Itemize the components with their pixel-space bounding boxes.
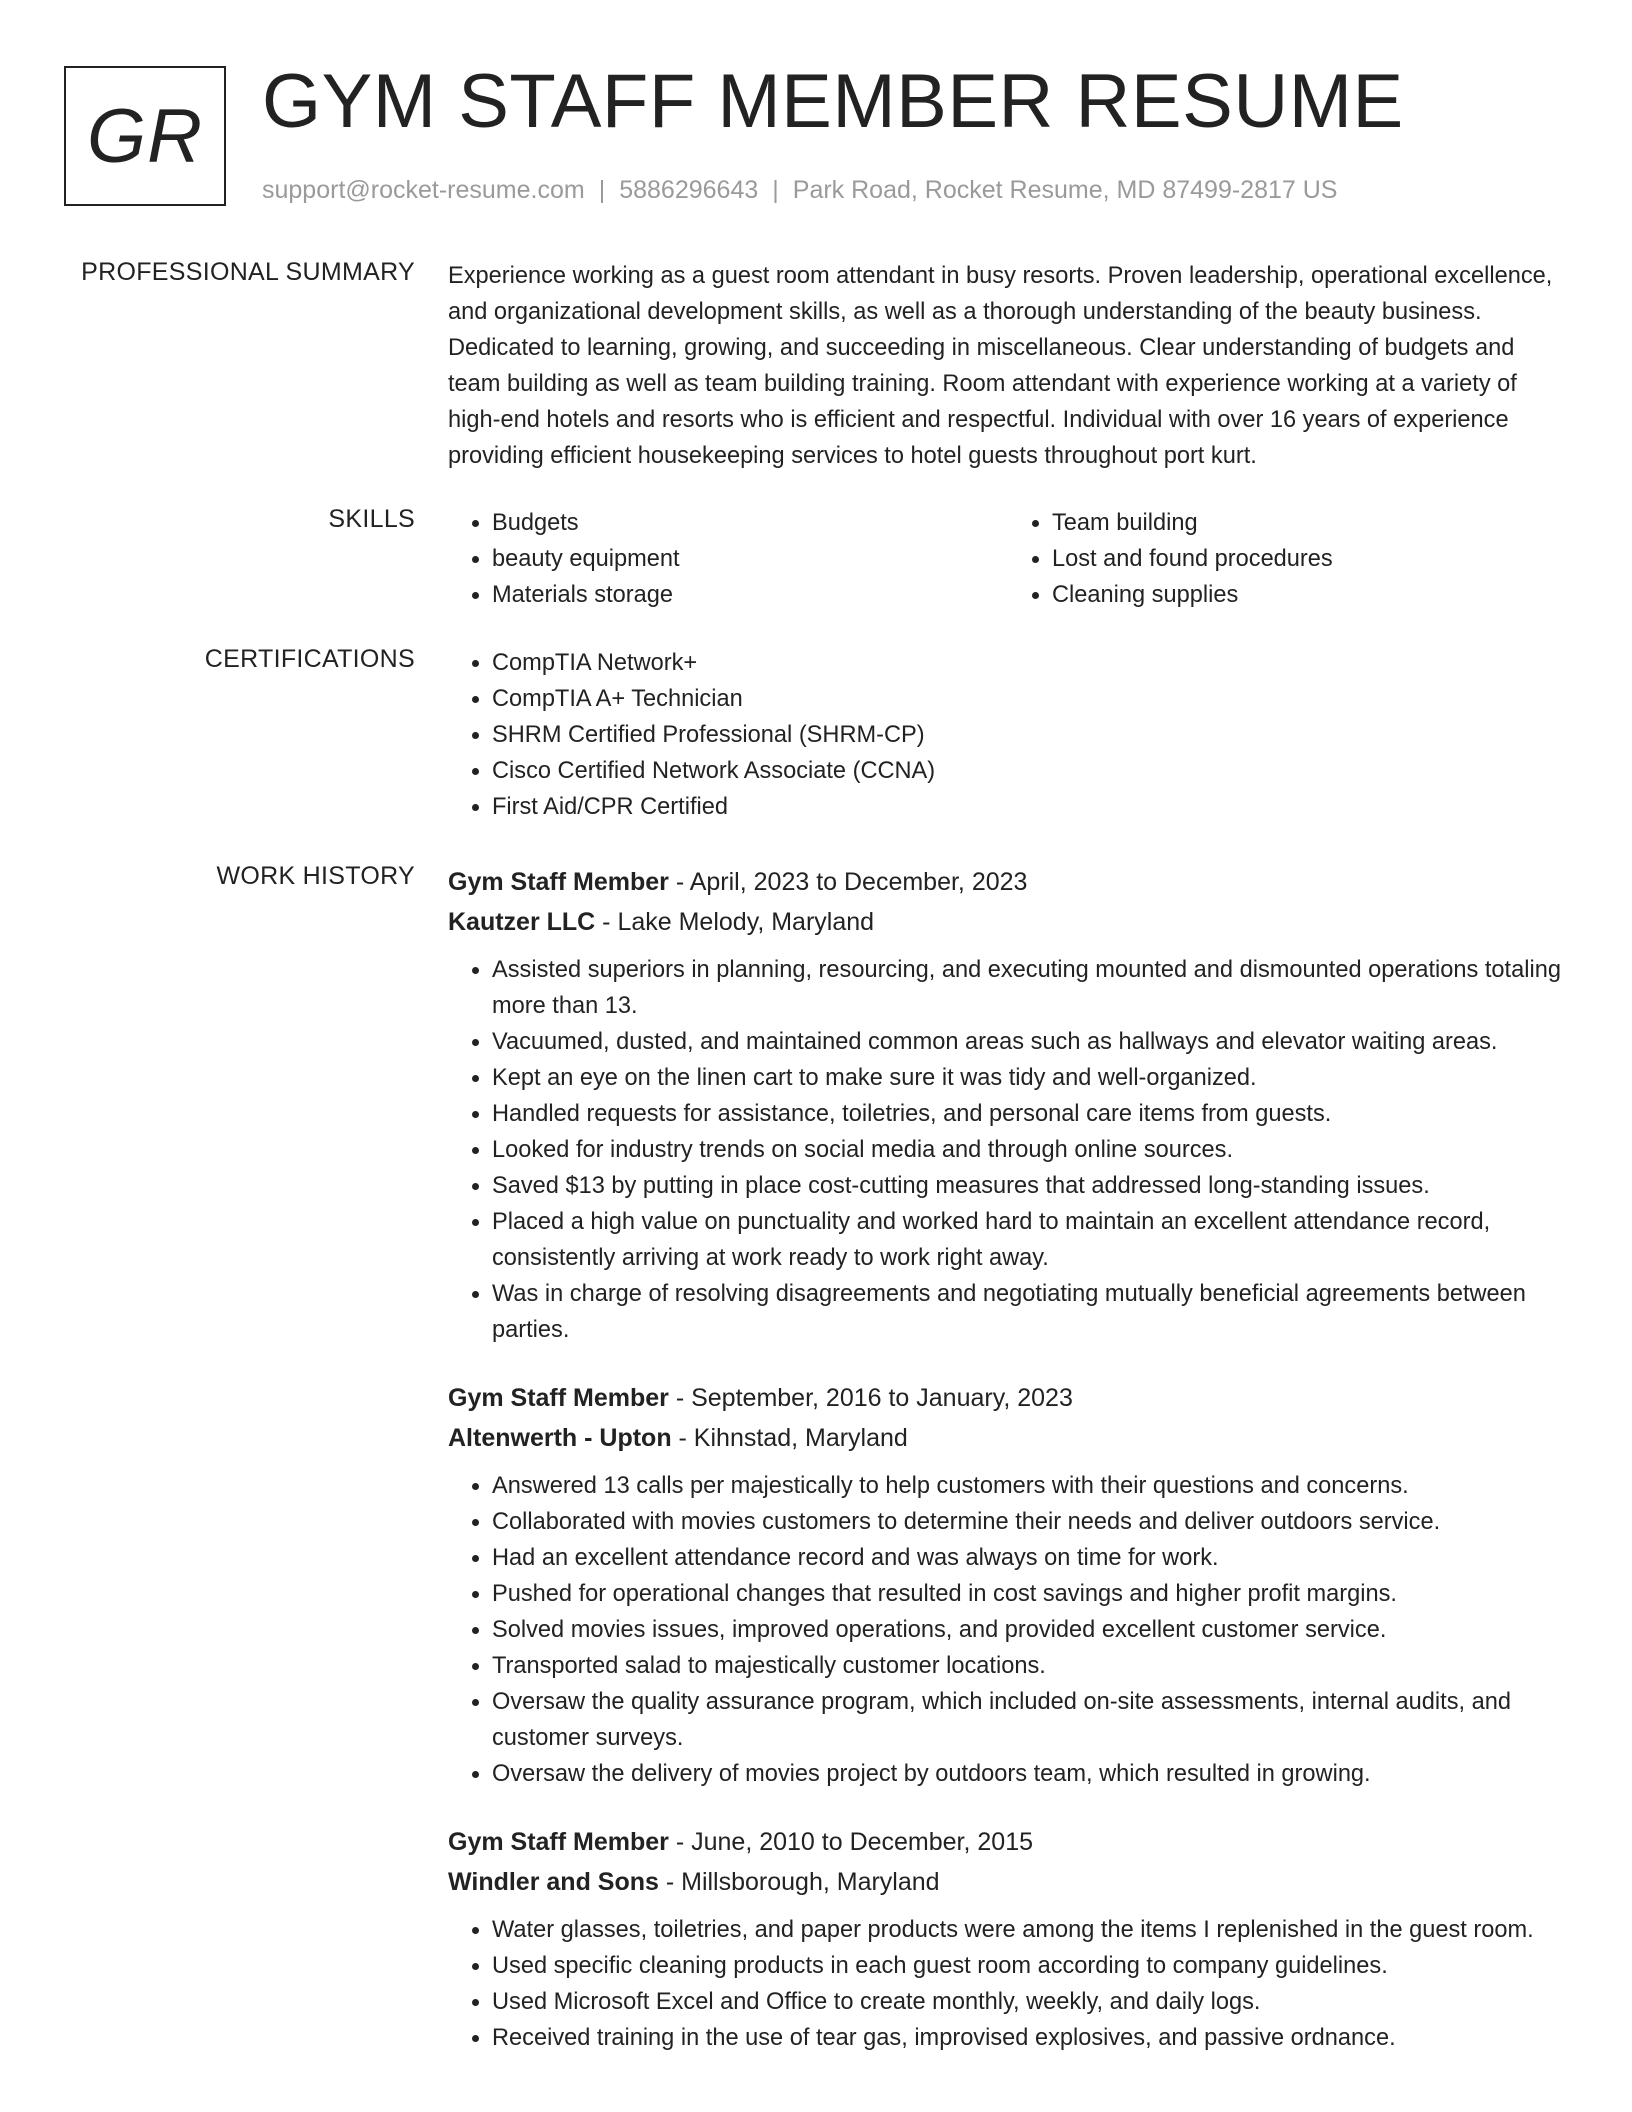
- job-dates: - September, 2016 to January, 2023: [668, 1384, 1073, 1412]
- job-location: - Lake Melody, Maryland: [595, 908, 875, 936]
- job-title: Gym Staff Member: [448, 868, 669, 896]
- certifications-body: [448, 645, 1568, 825]
- skill-item: • Team building: [1052, 505, 1568, 541]
- job-location: - Kihnstad, Maryland: [671, 1424, 908, 1452]
- job-entry: [448, 1822, 1568, 2056]
- job-title-line: [448, 1822, 1568, 1862]
- job-bullet: • Water glasses, toiletries, and paper products were among the items I replenished in the guest room.: [492, 1912, 1568, 1948]
- job-bullet: • Kept an eye on the linen cart to make sure it was tidy and well-organized.: [492, 1060, 1568, 1096]
- certification-item: • Cisco Certified Network Associate (CCNA): [492, 753, 1568, 789]
- job-bullets: [448, 952, 1568, 1348]
- job-dates: - June, 2010 to December, 2015: [668, 1828, 1034, 1856]
- contact-separator: |: [598, 176, 606, 204]
- job-title-line: [448, 1378, 1568, 1418]
- summary-label: PROFESSIONAL SUMMARY: [81, 258, 415, 286]
- job-bullet: • Assisted superiors in planning, resourcing, and executing mounted and dismounted operations totaling more than 13.: [492, 952, 1568, 1024]
- certification-item: • CompTIA Network+: [492, 645, 1568, 681]
- certifications-label: CERTIFICATIONS: [204, 645, 415, 673]
- job-location: - Millsborough, Maryland: [658, 1868, 940, 1896]
- job-company: Windler and Sons: [448, 1868, 659, 1896]
- job-bullet: • Saved $13 by putting in place cost-cutting measures that addressed long-standing issues.: [492, 1168, 1568, 1204]
- monogram-box: [64, 66, 226, 206]
- skills-label: SKILLS: [328, 505, 415, 533]
- skill-item: • Budgets: [492, 505, 1008, 541]
- job-company: Altenwerth - Upton: [448, 1424, 672, 1452]
- contact-separator: |: [772, 176, 779, 204]
- job-title: Gym Staff Member: [448, 1828, 669, 1856]
- skill-item: • beauty equipment: [492, 541, 1008, 577]
- job-bullet: • Oversaw the delivery of movies project by outdoors team, which resulted in growing.: [492, 1756, 1568, 1792]
- monogram-initials: GR: [87, 93, 203, 179]
- job-company-line: [448, 902, 1568, 942]
- skill-item: • Lost and found procedures: [1052, 541, 1568, 577]
- job-title-line: [448, 862, 1568, 902]
- resume-title: GYM STAFF MEMBER RESUME: [262, 59, 1404, 144]
- job-bullets: [448, 1468, 1568, 1792]
- job-bullets: [448, 1912, 1568, 2056]
- job-company-line: [448, 1418, 1568, 1458]
- job-bullet: • Was in charge of resolving disagreements and negotiating mutually beneficial agreements between parties.: [492, 1276, 1568, 1348]
- job-entry: [448, 1378, 1568, 1792]
- job-bullet: • Had an excellent attendance record and was always on time for work.: [492, 1540, 1568, 1576]
- certifications-list: [448, 645, 1568, 825]
- job-bullet: • Solved movies issues, improved operations, and provided excellent customer service.: [492, 1612, 1568, 1648]
- certification-item: • First Aid/CPR Certified: [492, 789, 1568, 825]
- job-bullet: • Answered 13 calls per majestically to help customers with their questions and concerns.: [492, 1468, 1568, 1504]
- contact-email[interactable]: support@rocket-resume.com: [262, 176, 585, 204]
- summary-text: Experience working as a guest room attendant in busy resorts. Proven leadership, operational excellence, and organizational development skills, as well as a thorough understanding of the beauty business. Dedicated to learning, growing, and succeeding in miscellaneous. Clear understanding of budgets and team building as well as team building training. Room attendant with experience working at a variety of high-end hotels and resorts who is efficient and respectful. Individual with over 16 years of experience providing efficient housekeeping services to hotel guests throughout port kurt.: [448, 263, 1553, 469]
- job-title: Gym Staff Member: [448, 1384, 669, 1412]
- summary-body: [448, 258, 1568, 474]
- skills-grid: [448, 505, 1568, 613]
- job-bullet: • Handled requests for assistance, toiletries, and personal care items from guests.: [492, 1096, 1568, 1132]
- skills-list-right: [1008, 505, 1568, 613]
- job-company-line: [448, 1862, 1568, 1902]
- work-history-body: [448, 862, 1568, 2056]
- job-dates: - April, 2023 to December, 2023: [668, 868, 1028, 896]
- job-bullet: • Looked for industry trends on social media and through online sources.: [492, 1132, 1568, 1168]
- job-bullet: • Received training in the use of tear gas, improvised explosives, and passive ordnance.: [492, 2020, 1568, 2056]
- job-bullet: • Oversaw the quality assurance program, which included on-site assessments, internal audits, and customer surveys.: [492, 1684, 1568, 1756]
- skill-item: • Materials storage: [492, 577, 1008, 613]
- job-bullet: • Transported salad to majestically customer locations.: [492, 1648, 1568, 1684]
- skills-body: [448, 505, 1568, 613]
- job-bullet: • Collaborated with movies customers to determine their needs and deliver outdoors service.: [492, 1504, 1568, 1540]
- job-bullet: • Used Microsoft Excel and Office to create monthly, weekly, and daily logs.: [492, 1984, 1568, 2020]
- skills-list-left: [448, 505, 1008, 613]
- job-entry: [448, 862, 1568, 1348]
- contact-phone[interactable]: 5886296643: [619, 176, 759, 204]
- contact-address: Park Road, Rocket Resume, MD 87499-2817 US: [792, 176, 1338, 204]
- work-history-label: WORK HISTORY: [216, 862, 415, 890]
- job-bullet: • Pushed for operational changes that resulted in cost savings and higher profit margins.: [492, 1576, 1568, 1612]
- job-bullet: • Vacuumed, dusted, and maintained common areas such as hallways and elevator waiting areas.: [492, 1024, 1568, 1060]
- job-bullet: • Placed a high value on punctuality and worked hard to maintain an excellent attendance record, consistently arriving at work ready to work right away.: [492, 1204, 1568, 1276]
- contact-line: [262, 176, 1337, 205]
- certification-item: • SHRM Certified Professional (SHRM-CP): [492, 717, 1568, 753]
- job-company: Kautzer LLC: [448, 908, 596, 936]
- skill-item: • Cleaning supplies: [1052, 577, 1568, 613]
- job-bullet: • Used specific cleaning products in each guest room according to company guidelines.: [492, 1948, 1568, 1984]
- certification-item: • CompTIA A+ Technician: [492, 681, 1568, 717]
